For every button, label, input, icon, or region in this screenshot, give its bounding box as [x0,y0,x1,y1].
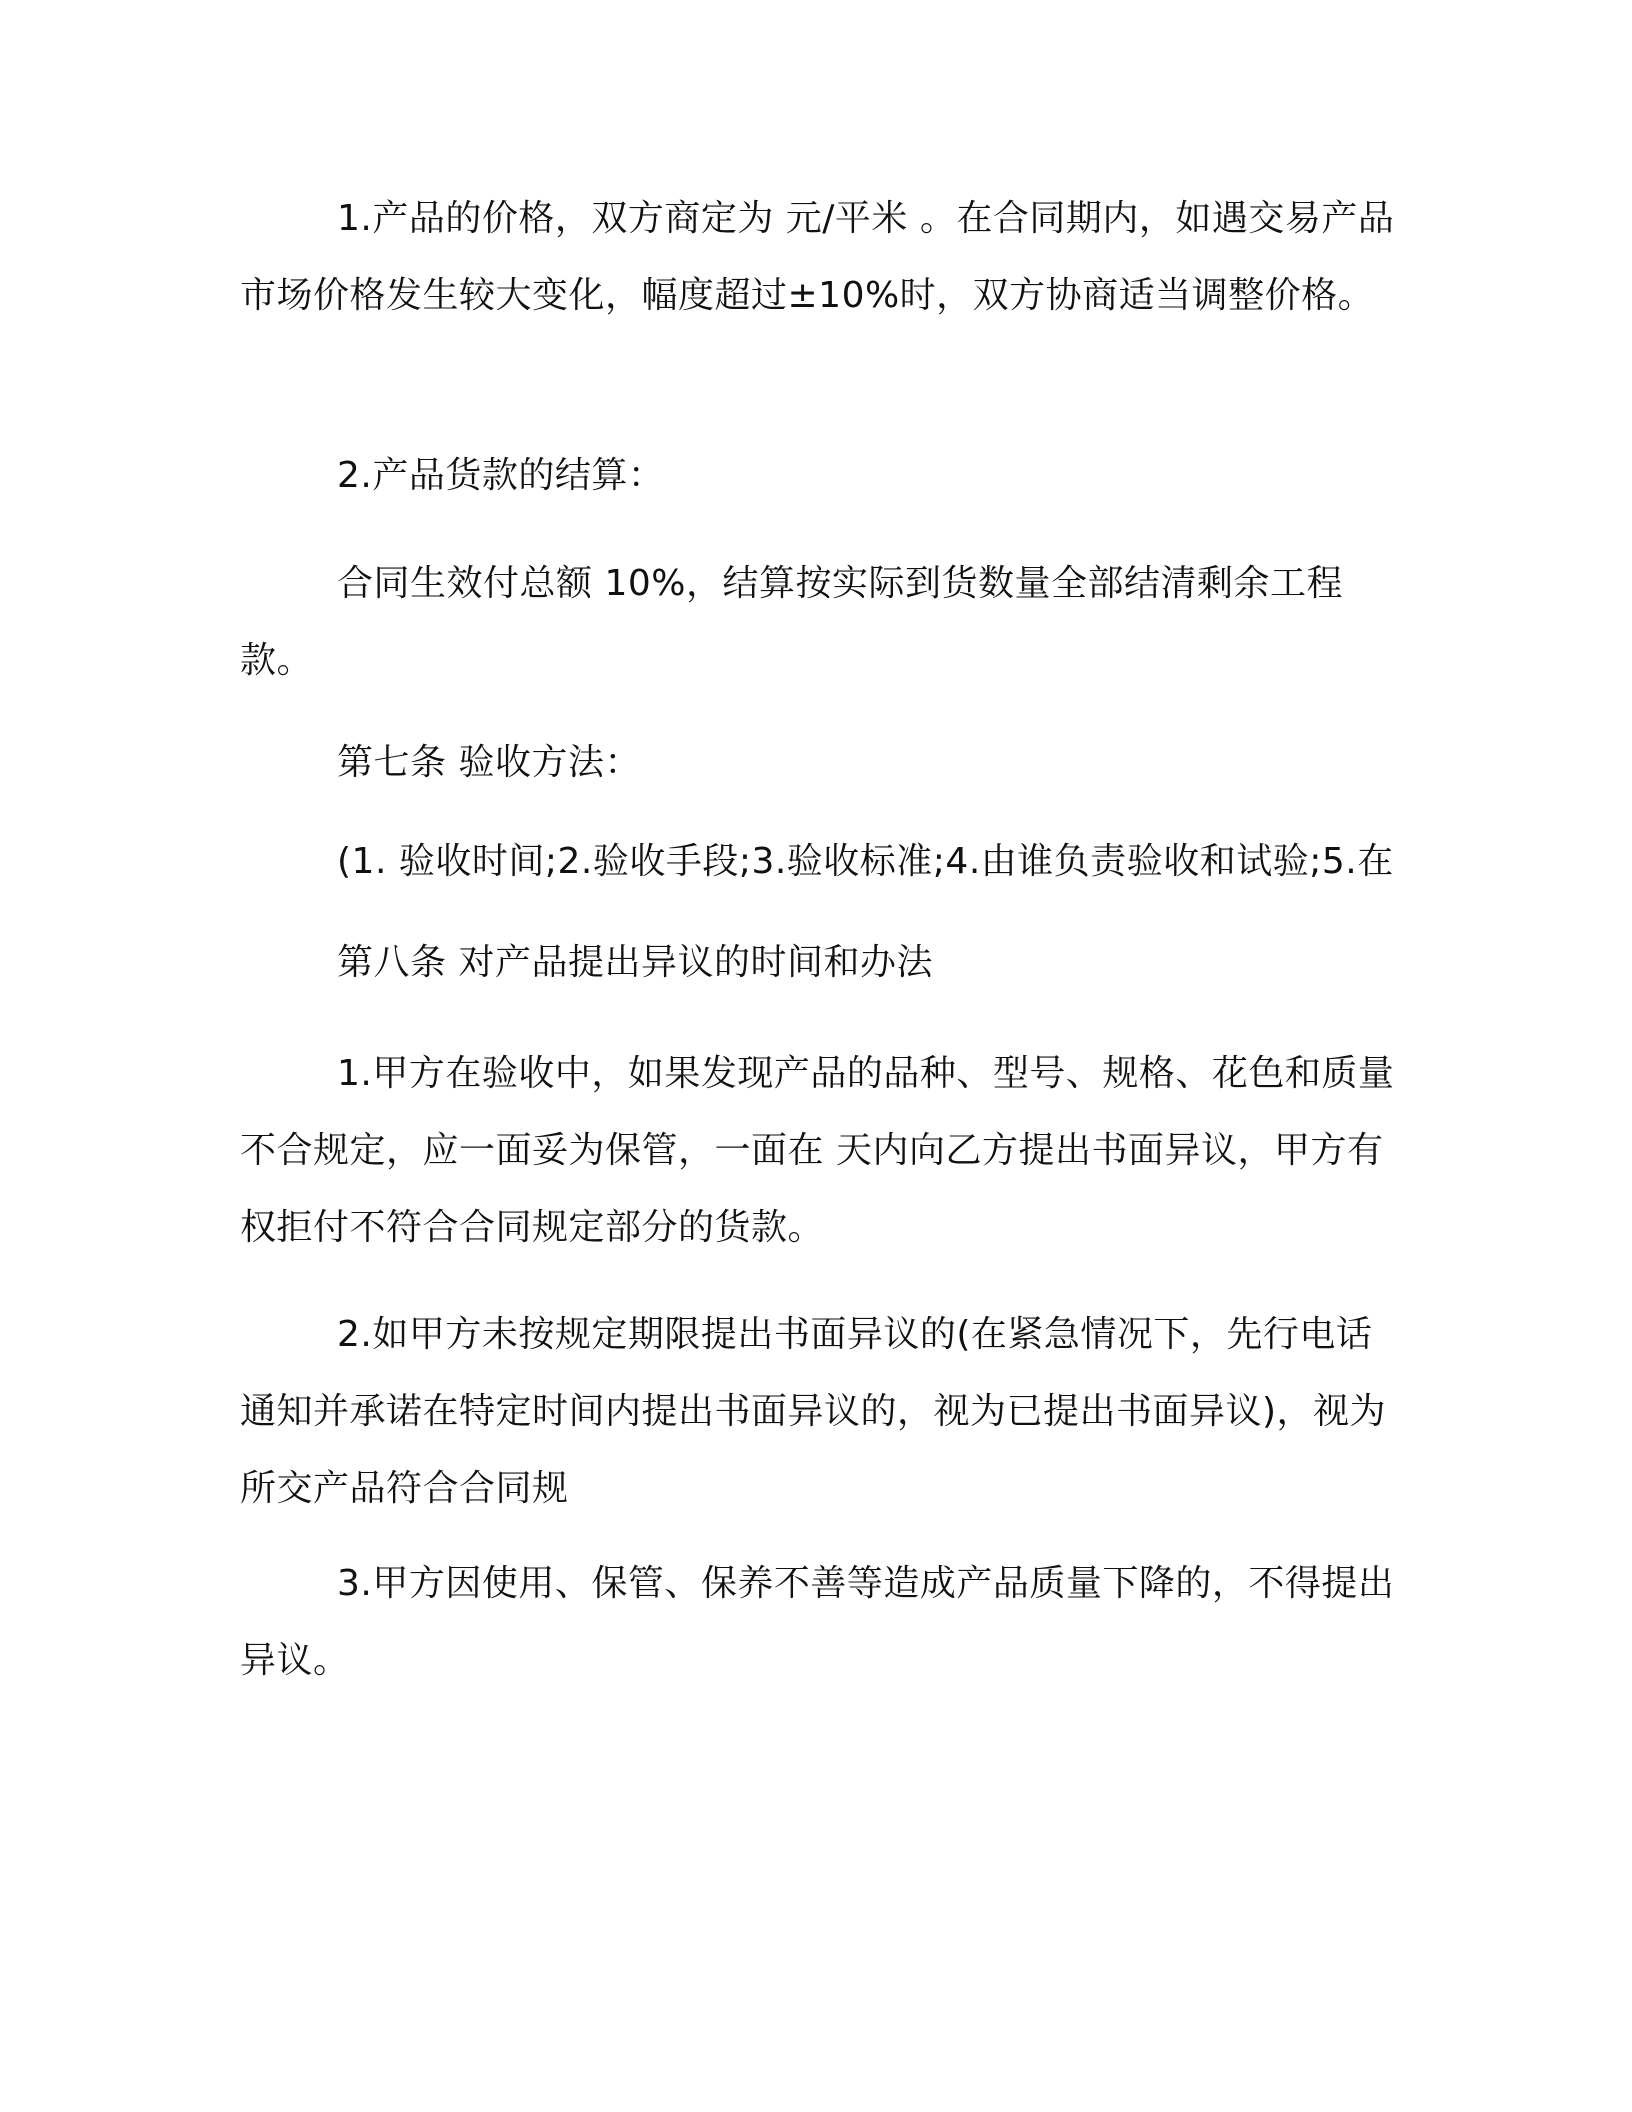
paragraph-acceptance-items: (1. 验收时间;2.验收手段;3.验收标准;4.由谁负责验收和试验;5.在 [337,841,1394,882]
paragraph-payment-heading: 2.产品货款的结算： [337,455,665,496]
paragraph-payment-terms: 合同生效付总额 10%，结算按实际到货数量全部结清剩余工程款。 [240,563,1343,681]
paragraph-objection-clause-1: 1.甲方在验收中，如果发现产品的品种、型号、规格、花色和质量不合规定，应一面妥为保管，一面在 天内向乙方提出书面异议，甲方有权拒付不符合合同规定部分的货款。 [240,1053,1395,1248]
article-eight-heading: 第八条 对产品提出异议的时间和办法 [337,942,933,983]
article-seven-heading: 第七条 验收方法： [337,742,641,783]
paragraph-objection-clause-3: 3.甲方因使用、保管、保养不善等造成产品质量下降的，不得提出异议。 [240,1563,1395,1681]
paragraph-objection-clause-2: 2.如甲方未按规定期限提出书面异议的(在紧急情况下，先行电话通知并承诺在特定时间内提出书面异议的，视为已提出书面异议)，视为所交产品符合合同规 [240,1314,1387,1509]
paragraph-price-clause: 1.产品的价格，双方商定为 元/平米 。在合同期内，如遇交易产品市场价格发生较大变化，幅度超过±10%时，双方协商适当调整价格。 [240,198,1395,316]
